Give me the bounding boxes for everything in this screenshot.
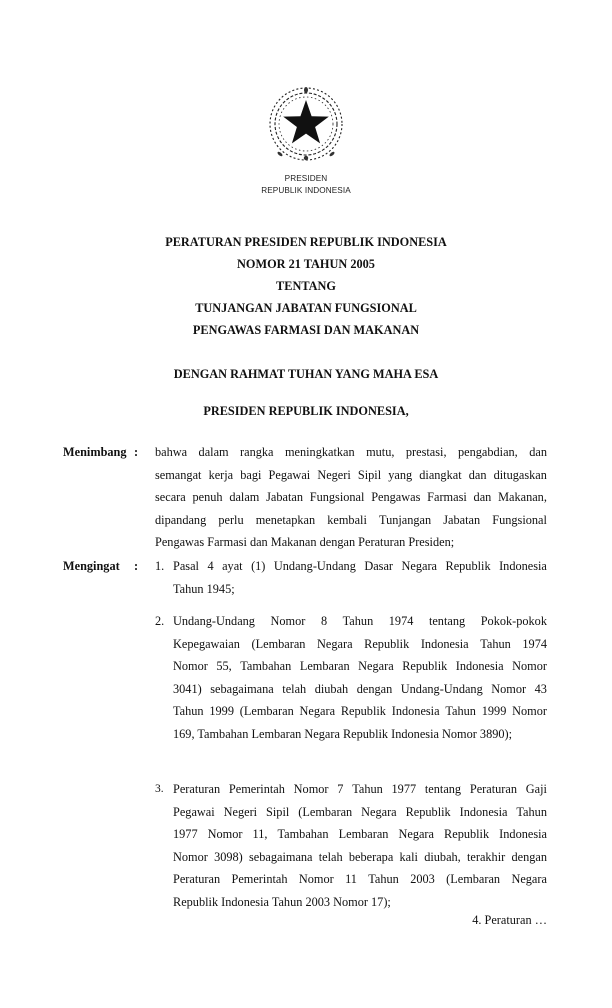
mengingat-item-1-text (173, 555, 547, 600)
star-wreath-icon (266, 84, 346, 164)
word: (Lembaran (239, 704, 294, 719)
word: Pokok-pokok (480, 614, 547, 628)
word: Pemerintah (231, 872, 288, 887)
menimbang-line (155, 441, 547, 464)
word: Negara (361, 804, 397, 819)
word: Nomor (270, 614, 306, 628)
word: Tahun (342, 614, 374, 628)
word: telah (318, 849, 343, 864)
word: tentang (428, 614, 466, 628)
word: 4 (207, 559, 214, 573)
word: Pegawai (173, 804, 215, 819)
word: bahwa (155, 445, 188, 459)
word: dengan (356, 681, 393, 696)
word: Undang-Undang (400, 681, 483, 696)
mengingat-colon: : (134, 559, 139, 573)
word: telah (282, 681, 307, 696)
regulation-title: PERATURAN PRESIDEN REPUBLIK INDONESIA (165, 235, 447, 249)
menimbang-line (155, 464, 547, 487)
item-line (173, 610, 547, 633)
word: Indonesia (499, 827, 547, 842)
word: Nomor (298, 872, 334, 887)
regulation-subject-line2: PENGAWAS FARMASI DAN MAKANAN (192, 323, 420, 337)
mengingat-item-2-text (173, 610, 547, 746)
regulation-about: TENTANG (276, 279, 336, 293)
item-line (173, 678, 547, 701)
word: Negeri (317, 467, 351, 482)
word: Republik (340, 704, 386, 719)
word: Negara (317, 636, 353, 651)
word: Indonesia (459, 804, 508, 819)
word: dan (468, 467, 487, 482)
word: Republik (445, 559, 491, 573)
word: Negeri (223, 804, 258, 819)
word: terakhir (466, 849, 506, 864)
word: kembali (327, 512, 367, 527)
word: dan (473, 490, 492, 505)
word: Indonesia (499, 559, 547, 573)
word: Nomor (512, 659, 547, 674)
item-line (173, 868, 547, 891)
word: (1) (251, 559, 266, 573)
word: dalam (229, 490, 260, 505)
word: (Lembaran (298, 804, 353, 819)
mengingat-item-2-number: 2. (155, 614, 165, 628)
regulation-number: NOMOR 21 TAHUN 2005 (237, 257, 375, 271)
word: Nomor (491, 681, 527, 696)
word: kali (399, 849, 418, 864)
word: Nomor (207, 827, 243, 842)
word: Nomor (173, 849, 208, 864)
word: yang (388, 467, 413, 482)
word: 7 (337, 782, 344, 796)
word: Jabatan (266, 490, 303, 505)
menimbang-line (155, 486, 547, 509)
word: dipandang (155, 512, 207, 527)
menimbang-label: Menimbang (63, 445, 127, 459)
word: Fungsional (309, 490, 365, 505)
word: beberapa (348, 849, 394, 864)
word: sebagaimana (249, 849, 313, 864)
word: Nomor (512, 704, 547, 719)
word: 1977 (173, 827, 198, 842)
menimbang-line (155, 509, 547, 532)
item-line (173, 778, 547, 801)
word: secara (155, 490, 186, 505)
word: Tambahan (277, 827, 329, 842)
item-line (173, 555, 547, 578)
word: Negara (398, 827, 434, 842)
word: Gaji (525, 782, 547, 796)
word: Undang-Undang (173, 614, 255, 628)
word: Republik (405, 804, 451, 819)
word: Pemerintah (228, 782, 285, 796)
word: Negara (299, 704, 336, 719)
word: 1974 (388, 614, 414, 628)
word: Indonesia (391, 704, 440, 719)
word: diangkat (419, 467, 462, 482)
word: sebagaimana (210, 681, 274, 696)
word: meningkatkan (284, 445, 355, 459)
word: kerja (208, 467, 234, 482)
word: prestasi, (405, 445, 447, 459)
word: Tunjangan (379, 512, 432, 527)
invocation: DENGAN RAHMAT TUHAN YANG MAHA ESA (173, 367, 439, 381)
word: dan (529, 445, 547, 459)
word: (Lembaran (251, 636, 306, 651)
word: semangat (155, 467, 202, 482)
mengingat-item-1-number: 1. (155, 559, 165, 573)
authority: PRESIDEN REPUBLIK INDONESIA, (203, 404, 409, 418)
word: Farmasi (427, 490, 467, 505)
institution-name-line2: REPUBLIK INDONESIA (261, 186, 351, 195)
institution-name-line1: PRESIDEN (284, 174, 328, 183)
word: dengan (511, 849, 547, 864)
item-line-last: Republik Indonesia Tahun 2003 Nomor 17); (173, 894, 391, 909)
word: dalam (198, 445, 229, 459)
word: penuh (192, 490, 223, 505)
menimbang-text (155, 441, 547, 554)
word: 8 (320, 614, 328, 628)
regulation-subject-line1: TUNJANGAN JABATAN FUNGSIONAL (195, 301, 417, 315)
word: Indonesia (455, 659, 504, 674)
word: ayat (222, 559, 243, 573)
word: Tahun (516, 804, 547, 819)
word: Lembaran (338, 827, 389, 842)
word: 55, (216, 659, 232, 674)
word: Dasar (364, 559, 394, 573)
word: diubah (314, 681, 349, 696)
word: 3041) (173, 681, 202, 696)
item-line (173, 700, 547, 723)
word: 43 (534, 681, 547, 696)
word: 2003 (410, 872, 435, 887)
menimbang-colon: : (134, 445, 139, 459)
word: Peraturan (469, 782, 517, 796)
word: Tambahan (240, 659, 292, 674)
word: Negara (358, 659, 394, 674)
mengingat-label: Mengingat (63, 559, 120, 573)
word: 11, (252, 827, 268, 842)
word: 11 (345, 872, 357, 887)
word: Lembaran (299, 659, 350, 674)
word: Republik (444, 827, 490, 842)
word: Undang-Undang (273, 559, 356, 573)
word: Tahun (445, 704, 476, 719)
item-line (173, 655, 547, 678)
word: 1999 (209, 704, 234, 719)
word: ditugaskan (493, 467, 547, 482)
word: rangka (240, 445, 274, 459)
word: Kepegawaian (173, 636, 240, 651)
item-line (173, 633, 547, 656)
mengingat-item-3-number: 3. (155, 783, 164, 795)
menimbang-line-last: Pengawas Farmasi dan Makanan dengan Peraturan Presiden; (155, 535, 455, 550)
word: Pasal (173, 559, 199, 573)
word: Sipil (357, 467, 382, 482)
word: Tahun (480, 636, 511, 651)
word: bagi (240, 467, 262, 482)
word: 1999 (481, 704, 507, 719)
word: Fungsional (492, 512, 547, 527)
word: Republik (402, 659, 448, 674)
word: 1977 (391, 782, 417, 796)
item-line (173, 823, 547, 846)
word: Pengawas (371, 490, 421, 505)
word: diubah, (424, 849, 461, 864)
word: Sipil (266, 804, 290, 819)
item-line (173, 846, 547, 869)
word: mutu, (366, 445, 395, 459)
word: Indonesia (420, 636, 469, 651)
mengingat-item-3-text (173, 778, 547, 914)
word: 1974 (522, 636, 547, 651)
word: Tahun (352, 782, 383, 796)
word: Tahun (368, 872, 399, 887)
word: Jabatan (443, 512, 481, 527)
item-line-last: 169, Tambahan Lembaran Negara Republik Indonesia Nomor 3890); (173, 726, 513, 741)
word: pengabdian, (458, 445, 518, 459)
word: (Lembaran (446, 872, 501, 887)
item-line (173, 801, 547, 824)
word: Makanan, (498, 490, 547, 505)
word: tentang (424, 782, 462, 796)
word: Peraturan (173, 872, 221, 887)
garuda-emblem-icon (266, 84, 346, 164)
item-line-last: Tahun 1945; (173, 581, 235, 596)
word: Tahun (173, 704, 204, 719)
word: Nomor (173, 659, 208, 674)
word: menetapkan (255, 512, 316, 527)
word: Pegawai (268, 467, 311, 482)
word: Peraturan (173, 782, 221, 796)
word: Negara (401, 559, 438, 573)
word: Republik (364, 636, 410, 651)
word: Nomor (293, 782, 329, 796)
word: Negara (511, 872, 547, 887)
word: 3098) (214, 849, 243, 864)
word: perlu (218, 512, 244, 527)
page-continuation-marker: 4. Peraturan … (472, 913, 547, 927)
